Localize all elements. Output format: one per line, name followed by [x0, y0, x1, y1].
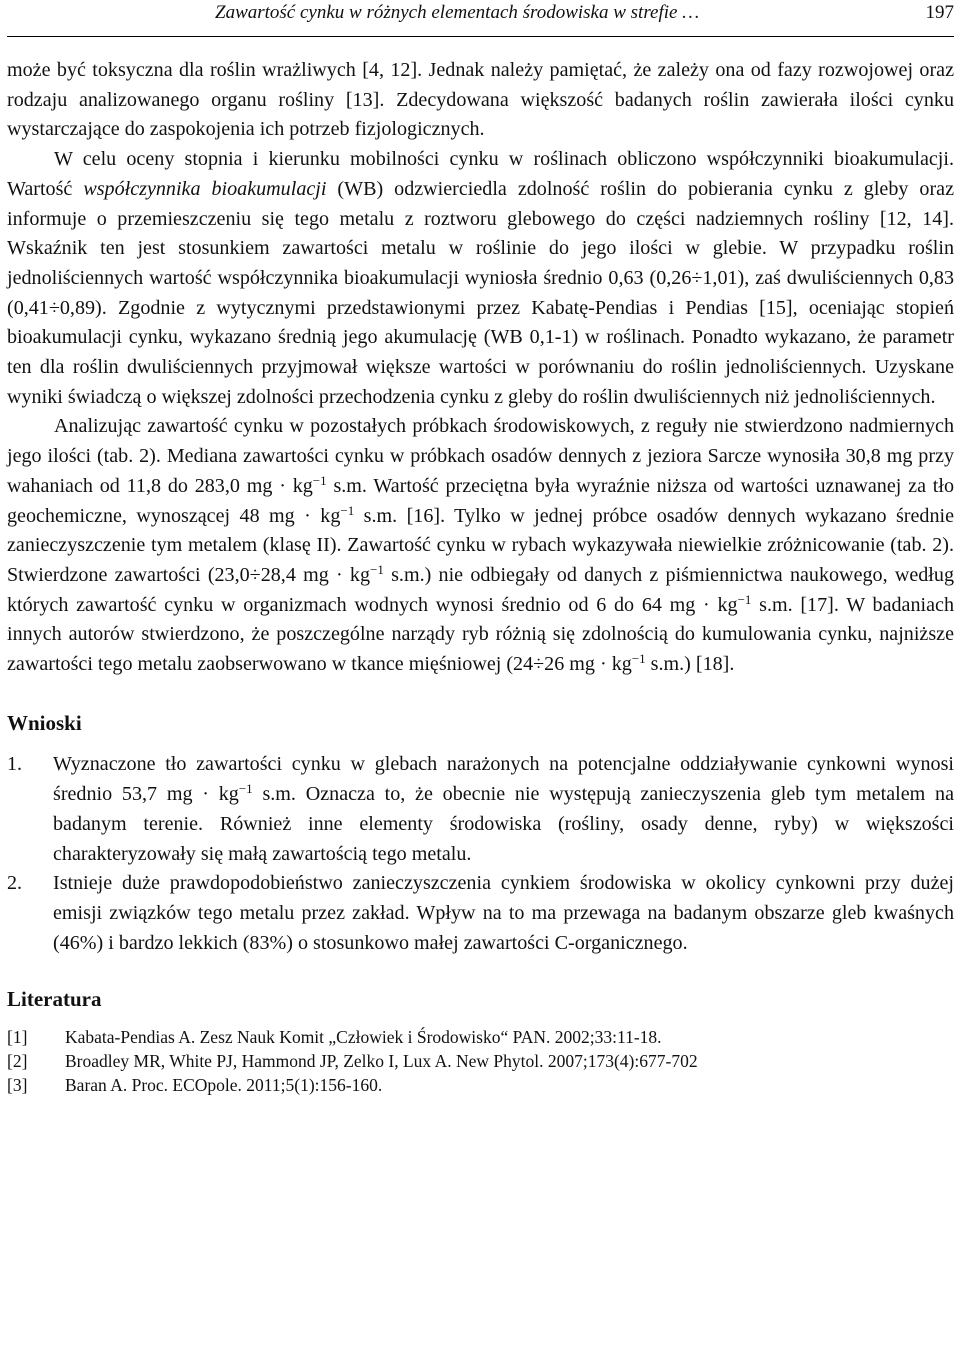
- reference-text: Broadley MR, White PJ, Hammond JP, Zelko I, Lux A. New Phytol. 2007;173(4):677-702: [65, 1051, 698, 1072]
- reference-list: [7, 1025, 954, 1097]
- running-title: Zawartość cynku w różnych elementach środowiska w strefie …: [215, 2, 700, 23]
- paragraph-3-text-4: s.m.) nie odbiegały od danych z piśmiennictwa naukowego, według których zawartość cynku w organizmach wodnych wynosi średnio od 6 do 64 mg · kg: [7, 563, 954, 616]
- reference-text: Kabata-Pendias A. Zesz Nauk Komit „Człowiek i Środowisko“ PAN. 2002;33:11-18.: [65, 1027, 662, 1048]
- superscript: −1: [737, 591, 752, 607]
- reference-item: [7, 1049, 954, 1073]
- reference-text: Baran A. Proc. ECOpole. 2011;5(1):156-160.: [65, 1075, 383, 1096]
- paragraph-2-term: współczynnika bioakumulacji: [83, 177, 327, 200]
- reference-item: [7, 1073, 954, 1097]
- page-number: 197: [925, 2, 954, 23]
- superscript: −1: [312, 472, 327, 488]
- superscript: −1: [370, 561, 384, 577]
- paragraph-3-text-6: s.m.) [18].: [645, 653, 735, 676]
- superscript: −1: [238, 781, 253, 797]
- conclusions-heading: Wnioski: [7, 710, 82, 735]
- paragraph-3-text-5: s.m. [17]. W badaniach innych autorów stwierdzono, że poszczególne narządy ryb różnią się zdolnością do kumulowania cynku, najniższe zawartości tego metalu zaobserwowano w tkance mięśniowej (24÷26 mg · kg: [7, 593, 954, 676]
- reference-number: [3]: [7, 1075, 28, 1096]
- conclusion-text-b: s.m. Oznacza to, że obecnie nie występują zanieczyszenia gleb tym metalem na badanym terenie. Również inne elementy środowiska (rośliny, osady denne, ryby) w większości charakteryzowały się małą zawartością tego metalu.: [53, 783, 954, 865]
- paragraph-2-text-b: (WB) odzwierciedla zdolność roślin do pobierania cynku z gleby oraz informuje o przemieszczeniu się tego metalu z roztworu glebowego do części nadziemnych rośliny [12, 14]. Wskaźnik ten jest stosunkiem zawartości metalu w roślinie do jego ilości w glebie. W przypadku roślin jednoliściennych wartość współczynnika bioakumulacji wyniosła średnio 0,63 (0,26÷1,01), zaś dwuliściennych 0,83 (0,41÷0,89). Zgodnie z wytycznymi przedstawionymi przez Kabatę-Pendias i Pendias [15], oceniając stopień bioakumulacji cynku, wykazano średnią jego akumulację (WB 0,1-1) w roślinach. Ponadto wykazano, że parametr ten dla roślin dwuliściennych przyjmował większe wartości w porównaniu do roślin jednoliściennych. Uzyskane wyniki świadczą o większej zdolności przechodzenia cynku z gleby do roślin dwuliściennych niż jednoliściennych.: [7, 177, 954, 408]
- conclusion-number: 2.: [7, 872, 23, 895]
- reference-number: [1]: [7, 1027, 28, 1048]
- conclusion-number: 1.: [7, 753, 23, 776]
- superscript: −1: [340, 502, 355, 518]
- conclusion-text-a: Istnieje duże prawdopodobieństwo zanieczyszczenia cynkiem środowiska w okolicy cynkowni przy dużej emisji związków tego metalu przez zakład. Wpływ na to ma przewaga na badanym obszarze gleb kwaśnych (46%) i bardzo lekkich (83%) o stosunkowo małej zawartości C-organicznego.: [53, 872, 954, 954]
- paragraph-3-text-1: Analizując zawartość cynku w pozostałych próbkach środowiskowych, z reguły nie stwierdzono nadmiernych jego ilości (tab. 2). Mediana zawartości cynku w próbkach osadów dennych z jeziora Sarcze wynosiła 30,8 mg przy wahaniach od 11,8 do 283,0 mg · kg: [7, 415, 954, 497]
- conclusion-text-a: Wyznaczone tło zawartości cynku w glebach narażonych na potencjalne oddziaływanie cynkowni wynosi średnio 53,7 mg · kg: [53, 753, 954, 806]
- paragraph-3-text-3: s.m. [16]. Tylko w jednej próbce osadów dennych wykazano średnie zanieczyszczenie tym metalem (klasę II). Zawartość cynku w rybach wykazywała niewielkie zróżnicowanie (tab. 2). Stwierdzone zawartości (23,0÷28,4 mg · kg: [7, 504, 954, 586]
- superscript: −1: [631, 651, 646, 667]
- paragraph-1: [7, 56, 954, 145]
- reference-item: [7, 1025, 954, 1049]
- running-header: [7, 0, 954, 37]
- paragraph-2: [7, 145, 954, 412]
- paragraph-2-text-a: W celu oceny stopnia i kierunku mobilności cynku w roślinach obliczono współczynniki bioakumulacji. Wartość: [7, 148, 954, 200]
- conclusion-item: [7, 750, 954, 869]
- reference-number: [2]: [7, 1051, 28, 1072]
- literature-heading: Literatura: [7, 987, 102, 1012]
- conclusion-item: [7, 869, 954, 958]
- paragraph-1-text: może być toksyczna dla roślin wrażliwych [4, 12]. Jednak należy pamiętać, że zależy ona od fazy rozwojowej oraz rodzaju analizowanego organu rośliny [13]. Zdecydowana większość badanych roślin zawierała ilości cynku wystarczające do zaspokojenia ich potrzeb fizjologicznych.: [7, 59, 954, 141]
- paragraph-3-text-2: s.m. Wartość przeciętna była wyraźnie niższa od wartości uznawanej za tło geochemiczne, wynoszącej 48 mg · kg: [7, 474, 955, 527]
- article-body: [7, 56, 954, 1097]
- paragraph-3: [7, 412, 954, 679]
- conclusions-list: [7, 750, 954, 958]
